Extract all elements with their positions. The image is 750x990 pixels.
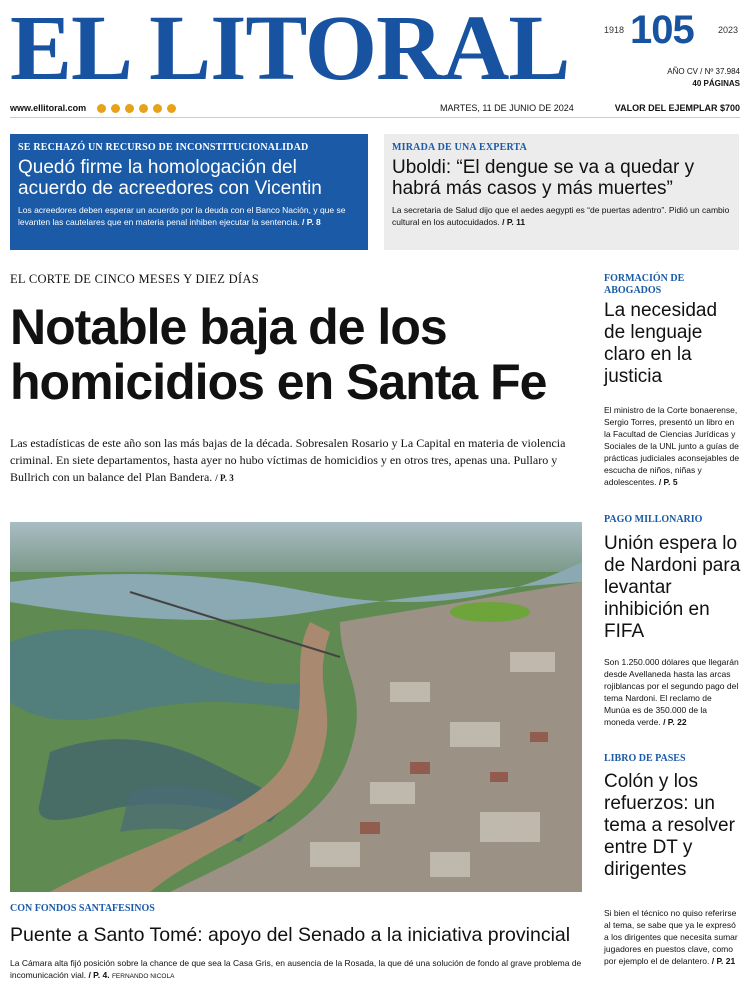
sidebar-kicker-3: LIBRO DE PASES	[604, 753, 686, 764]
anniversary-number: 105	[630, 8, 694, 52]
page-ref: / P. 8	[302, 216, 321, 227]
masthead-title: EL LITORAL	[10, 0, 570, 100]
promo-dengue[interactable]	[384, 134, 739, 250]
sidebar-body-3: Si bien el técnico no quiso referirse al tema, se sabe que ya le expresó a los dirigentes que necesita sumar jugadores en puestos clave, como por ejemplo el de delantero.	[604, 908, 738, 966]
website-link[interactable]: www.ellitoral.com	[10, 103, 87, 113]
tiktok-icon[interactable]	[139, 104, 148, 113]
facebook-icon[interactable]	[97, 104, 106, 113]
x-icon[interactable]	[125, 104, 134, 113]
promo-body: La secretaria de Salud dijo que el aedes aegypti es “de puertas adentro”. Pidió un cambio cultural en los autocuidados.	[392, 205, 730, 227]
sidebar-text-2	[604, 656, 740, 728]
page-ref: / P. 4.	[88, 969, 110, 980]
page-ref: / P. 22	[663, 717, 687, 727]
sidebar-text-3	[604, 907, 740, 967]
issue-price: VALOR DEL EJEMPLAR $700	[614, 103, 740, 113]
sidebar-kicker-2: PAGO MILLONARIO	[604, 514, 703, 525]
sidebar-headline-2[interactable]: Unión espera lo de Nardoni para levantar inhibición en FIFA	[604, 533, 741, 642]
page-ref: / P. 3	[215, 473, 234, 483]
sidebar-body-1: El ministro de la Corte bonaerense, Sergio Torres, presentó un libro en la Facultad de Ciencias Jurídicas y Sociales de la UNL junto a guías de prácticas judiciales aconsejables de escucha de niños, niñas y adolescentes.	[604, 405, 740, 487]
aerial-photo	[10, 522, 582, 892]
main-body: Las estadísticas de este año son las más bajas de la década. Sobresalen Rosario y La Capital en materia de violencia criminal. En siete departamentos, hasta ayer no hubo víctimas de homicidios y en otros tres, apenas una. Pullaro y Bullrich con un balance del Plan Bandera.	[10, 436, 566, 484]
sidebar-headline-3[interactable]: Colón y los refuerzos: un tema a resolver entre DT y dirigentes	[604, 771, 735, 880]
edition-line: AÑO CV / Nº 37.984	[667, 67, 740, 76]
promo-kicker: MIRADA DE UNA EXPERTA	[392, 142, 528, 153]
aerial-photo-illustration	[10, 522, 582, 892]
social-icons	[92, 103, 176, 113]
sidebar-text-1	[604, 404, 740, 488]
anniversary-start-year: 1918	[604, 25, 625, 35]
bottom-kicker: CON FONDOS SANTAFESINOS	[10, 903, 155, 914]
promo-text	[392, 205, 731, 228]
page-ref: / P. 21	[711, 956, 736, 966]
edition-info	[667, 66, 740, 90]
page-count: 40 PÁGINAS	[692, 79, 740, 88]
meta-bar	[10, 100, 740, 118]
sidebar-headline-1[interactable]: La necesidad de lenguaje claro en la justicia	[604, 300, 718, 387]
promo-headline: Uboldi: “El dengue se va a quedar y habrá más casos y más muertes”	[392, 157, 695, 199]
sidebar-kicker-1: FORMACIÓN DE ABOGADOS	[604, 273, 685, 296]
whatsapp-icon[interactable]	[153, 104, 162, 113]
bottom-headline[interactable]: Puente a Santo Tomé: apoyo del Senado a la iniciativa provincial	[10, 924, 571, 946]
promo-headline: Quedó firme la homologación del acuerdo de acreedores con Vicentin	[18, 157, 322, 199]
main-text	[10, 435, 585, 487]
instagram-icon[interactable]	[111, 104, 120, 113]
promo-text	[18, 205, 360, 228]
main-headline[interactable]: Notable baja de los homicidios en Santa Fe	[10, 299, 547, 410]
bottom-text	[10, 958, 585, 982]
author-byline: FERNANDO NICOLA	[111, 972, 175, 980]
page-ref: / P. 11	[502, 216, 526, 227]
youtube-icon[interactable]	[167, 104, 176, 113]
promo-vicentin[interactable]	[10, 134, 368, 250]
promo-kicker: SE RECHAZÓ UN RECURSO DE INCONSTITUCIONALIDAD	[18, 142, 309, 153]
anniversary-logo	[604, 8, 744, 52]
anniversary-end-year: 2023	[718, 25, 739, 35]
page-ref: / P. 5	[658, 477, 678, 487]
bottom-body: La Cámara alta fijó posición sobre la chance de que sea la Casa Gris, en ausencia de la Rosada, la que dé una solución de fondo al grave problema de incomunicación vial.	[10, 958, 582, 980]
issue-date: MARTES, 11 DE JUNIO DE 2024	[440, 103, 574, 113]
sidebar-body-2: Son 1.250.000 dólares que llegarán desde Avellaneda hasta las arcas rojiblancas por el segundo pago del tema Nardoni. El reclamo de Munúa es de 350.000 de la moneda verde.	[604, 657, 739, 727]
main-kicker: EL CORTE DE CINCO MESES Y DIEZ DÍAS	[10, 272, 259, 286]
promo-body: Los acreedores deben esperar un acuerdo por la deuda con el Banco Nación, y que se levanten las cautelares que en materia penal inhiben ejecutar la sentencia.	[18, 205, 346, 227]
